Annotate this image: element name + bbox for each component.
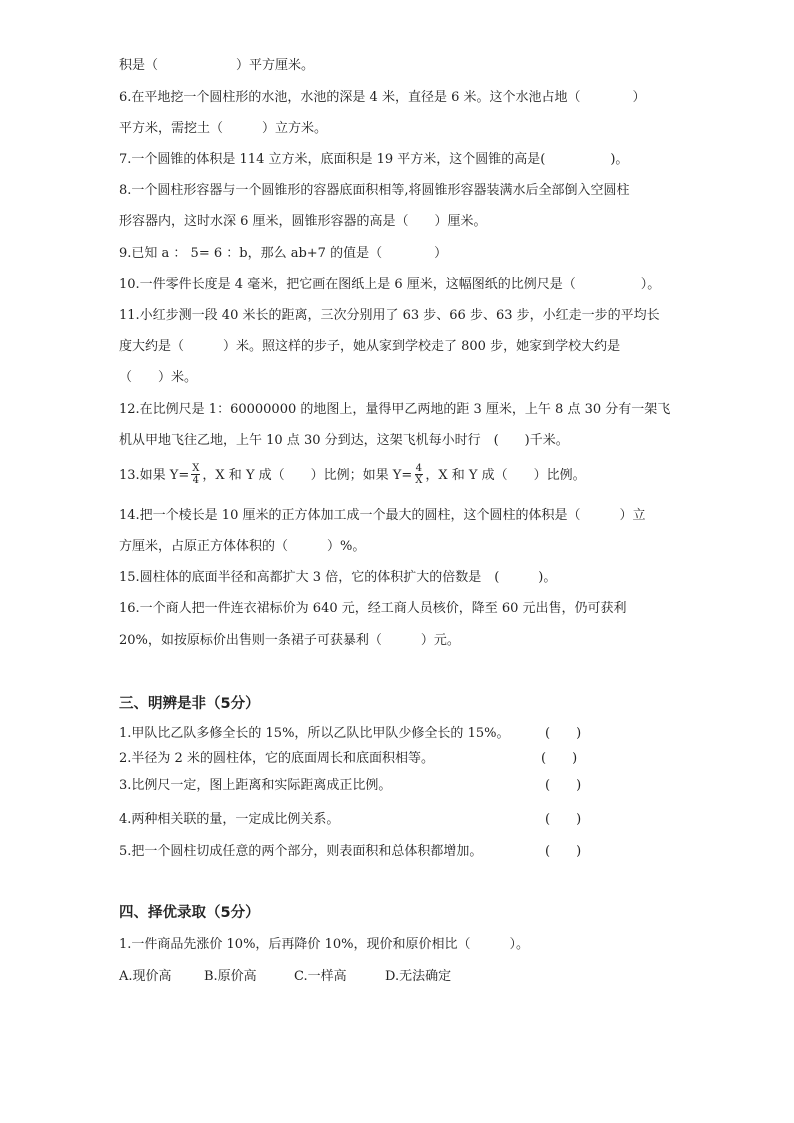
fraction-4-over-x: [414, 463, 423, 486]
q15: 15.圆柱体的底面半径和高都扩大 3 倍，它的体积扩大的倍数是 ( )。: [119, 570, 557, 585]
q8-line2: 形容器内，这时水深 6 厘米，圆锥形容器的高是（ ）厘米。: [119, 214, 487, 229]
q13-part1: 13.如果 Y=: [119, 468, 190, 483]
section4-title: 四、择优录取（5分）: [119, 905, 260, 921]
tf-answer-paren-1[interactable]: ( ): [545, 726, 582, 741]
tf-item-4: 4.两种相关联的量，一定成比例关系。: [119, 812, 340, 827]
fraction-x-over-4: [191, 463, 200, 486]
fraction-numerator: X: [192, 463, 200, 474]
q14-line1: 14.把一个棱长是 10 厘米的正方体加工成一个最大的圆柱，这个圆柱的体积是（ ）立: [119, 508, 646, 523]
fraction-denominator: 4: [192, 475, 200, 486]
q13-part3: ，X 和 Y 成（ ）比例。: [425, 468, 586, 483]
q13-part2: ，X 和 Y 成（ ）比例；如果 Y=: [202, 468, 413, 483]
fraction-denominator: X: [415, 475, 423, 486]
q6-line1: 6.在平地挖一个圆柱形的水池，水池的深是 4 米，直径是 6 米。这个水池占地（ ）: [119, 90, 646, 105]
fraction-numerator: 4: [415, 463, 423, 474]
section3-title: 三、明辨是非（5分）: [119, 696, 260, 712]
tf-answer-paren-5[interactable]: ( ): [545, 844, 582, 859]
q12-line2: 机从甲地飞往乙地，上午 10 点 30 分到达，这架飞机每小时行 ( )千米。: [119, 433, 569, 448]
mc-option-b[interactable]: B.原价高: [204, 969, 257, 984]
q16-line2: 20%，如按原标价出售则一条裙子可获暴利（ ）元。: [119, 633, 460, 648]
q7: 7.一个圆锥的体积是 114 立方米，底面积是 19 平方米，这个圆锥的高是( )。: [119, 152, 629, 167]
mc-option-a[interactable]: A.现价高: [119, 969, 172, 984]
mc-option-d[interactable]: D.无法确定: [385, 969, 452, 984]
q12-line1: 12.在比例尺是 1：60000000 的地图上，量得甲乙两地的距 3 厘米，上午 8 点 30 分有一架飞: [119, 402, 671, 417]
q13: [119, 464, 586, 487]
q11-line3: （ ）米。: [119, 370, 198, 385]
tf-item-3: 3.比例尺一定，图上距离和实际距离成正比例。: [119, 778, 392, 793]
tf-item-2: 2.半径为 2 米的圆柱体，它的底面周长和底面积相等。: [119, 751, 434, 766]
q14-line2: 方厘米，占原正方体体积的（ ）%。: [119, 539, 366, 554]
q9: 9.已知 a ： 5= 6 ：b，那么 ab+7 的值是（ ）: [119, 246, 448, 261]
q11-line2: 度大约是（ ）米。照这样的步子，她从家到学校走了 800 步，她家到学校大约是: [119, 339, 621, 354]
tf-answer-paren-4[interactable]: ( ): [545, 812, 582, 827]
tf-item-5: 5.把一个圆柱切成任意的两个部分，则表面积和总体积都增加。: [119, 844, 483, 859]
q10: 10.一件零件长度是 4 毫米，把它画在图纸上是 6 厘米，这幅图纸的比例尺是（ ）。: [119, 277, 661, 292]
tf-answer-paren-2[interactable]: ( ): [541, 751, 578, 766]
q16-line1: 16.一个商人把一件连衣裙标价为 640 元，经工商人员核价，降至 60 元出售，仍可获利: [119, 601, 627, 616]
tf-answer-paren-3[interactable]: ( ): [545, 778, 582, 793]
q8-line1: 8.一个圆柱形容器与一个圆锥形的容器底面积相等,将圆锥形容器装满水后全部倒入空圆柱: [119, 183, 630, 198]
q6-line2: 平方米，需挖土（ ）立方米。: [119, 121, 328, 136]
q11-line1: 11.小红步测一段 40 米长的距离，三次分别用了 63 步、66 步、63 步，小红走一步的平均长: [119, 308, 660, 323]
tf-item-1: 1.甲队比乙队多修全长的 15%，所以乙队比甲队少修全长的 15%。: [119, 726, 510, 741]
q5-continuation: 积是（ ）平方厘米。: [119, 58, 315, 73]
mc-option-c[interactable]: C.一样高: [294, 969, 347, 984]
mc-question-1: 1.一件商品先涨价 10%，后再降价 10%，现价和原价相比（ ）。: [119, 937, 529, 952]
